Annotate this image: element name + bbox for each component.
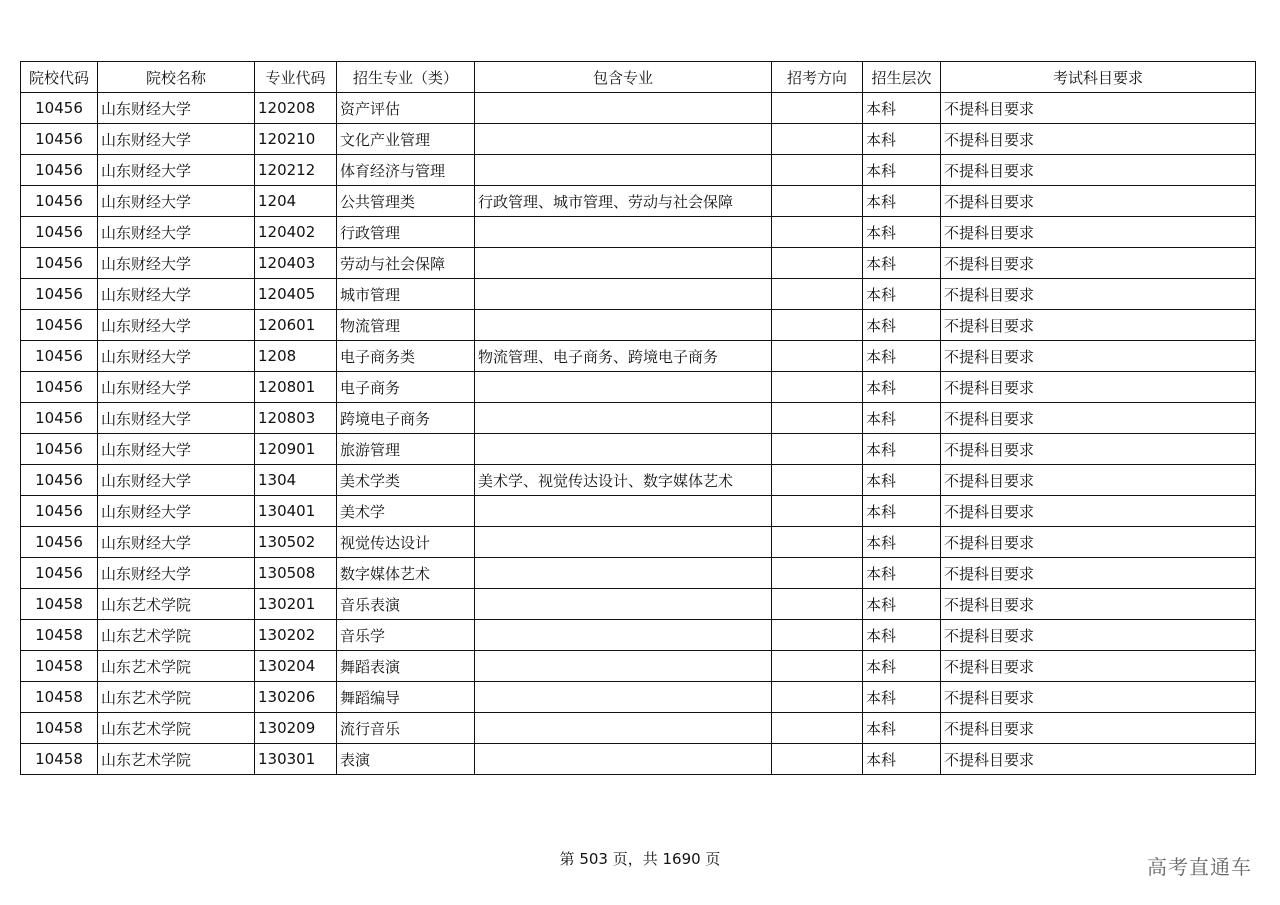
header-major-code: 专业代码 <box>255 62 337 93</box>
cell-subject-requirement: 不提科目要求 <box>941 682 1256 713</box>
cell-level: 本科 <box>863 186 941 217</box>
cell-major: 电子商务类 <box>337 341 475 372</box>
cell-school-code: 10456 <box>21 465 98 496</box>
header-included-majors: 包含专业 <box>475 62 772 93</box>
table-row <box>21 248 1256 279</box>
cell-level: 本科 <box>863 682 941 713</box>
cell-subject-requirement: 不提科目要求 <box>941 744 1256 775</box>
cell-major-code: 130201 <box>255 589 337 620</box>
cell-level: 本科 <box>863 713 941 744</box>
cell-subject-requirement: 不提科目要求 <box>941 341 1256 372</box>
page-number: 第 503 页，共 1690 页 <box>559 850 721 868</box>
cell-level: 本科 <box>863 372 941 403</box>
cell-school-code: 10456 <box>21 93 98 124</box>
cell-included-majors <box>475 155 772 186</box>
cell-major-code: 1304 <box>255 465 337 496</box>
cell-level: 本科 <box>863 744 941 775</box>
header-school-name: 院校名称 <box>98 62 255 93</box>
cell-level: 本科 <box>863 217 941 248</box>
cell-school-code: 10456 <box>21 341 98 372</box>
cell-school-name: 山东艺术学院 <box>98 589 255 620</box>
table-row <box>21 465 1256 496</box>
watermark: 高考直通车 <box>1147 855 1252 879</box>
table-row <box>21 341 1256 372</box>
cell-major: 旅游管理 <box>337 434 475 465</box>
cell-included-majors <box>475 434 772 465</box>
cell-direction <box>772 403 863 434</box>
header-major: 招生专业（类） <box>337 62 475 93</box>
cell-school-name: 山东财经大学 <box>98 527 255 558</box>
cell-school-code: 10456 <box>21 155 98 186</box>
cell-school-code: 10458 <box>21 682 98 713</box>
cell-subject-requirement: 不提科目要求 <box>941 558 1256 589</box>
cell-school-code: 10456 <box>21 217 98 248</box>
cell-school-name: 山东财经大学 <box>98 124 255 155</box>
table-row <box>21 651 1256 682</box>
table-row <box>21 186 1256 217</box>
cell-included-majors: 美术学、视觉传达设计、数字媒体艺术 <box>475 465 772 496</box>
cell-school-name: 山东财经大学 <box>98 403 255 434</box>
cell-level: 本科 <box>863 620 941 651</box>
table-row <box>21 372 1256 403</box>
cell-included-majors <box>475 682 772 713</box>
cell-school-code: 10456 <box>21 527 98 558</box>
table-row <box>21 496 1256 527</box>
cell-school-name: 山东财经大学 <box>98 93 255 124</box>
cell-school-name: 山东艺术学院 <box>98 651 255 682</box>
cell-major: 美术学类 <box>337 465 475 496</box>
cell-direction <box>772 558 863 589</box>
cell-included-majors <box>475 496 772 527</box>
cell-major-code: 120901 <box>255 434 337 465</box>
table-row <box>21 93 1256 124</box>
cell-major: 音乐学 <box>337 620 475 651</box>
table-row <box>21 744 1256 775</box>
cell-school-code: 10456 <box>21 186 98 217</box>
cell-school-code: 10456 <box>21 496 98 527</box>
cell-school-code: 10458 <box>21 744 98 775</box>
table-row <box>21 124 1256 155</box>
cell-major-code: 120403 <box>255 248 337 279</box>
cell-included-majors <box>475 248 772 279</box>
cell-included-majors <box>475 217 772 248</box>
cell-school-name: 山东财经大学 <box>98 341 255 372</box>
cell-school-code: 10456 <box>21 403 98 434</box>
cell-direction <box>772 434 863 465</box>
cell-subject-requirement: 不提科目要求 <box>941 310 1256 341</box>
cell-direction <box>772 217 863 248</box>
cell-major: 劳动与社会保障 <box>337 248 475 279</box>
cell-level: 本科 <box>863 403 941 434</box>
table-row <box>21 403 1256 434</box>
cell-school-code: 10456 <box>21 248 98 279</box>
table-row <box>21 713 1256 744</box>
cell-direction <box>772 186 863 217</box>
cell-major: 舞蹈编导 <box>337 682 475 713</box>
admission-table <box>20 61 1256 775</box>
cell-included-majors: 物流管理、电子商务、跨境电子商务 <box>475 341 772 372</box>
cell-direction <box>772 341 863 372</box>
cell-school-code: 10458 <box>21 651 98 682</box>
cell-major: 美术学 <box>337 496 475 527</box>
cell-direction <box>772 155 863 186</box>
cell-level: 本科 <box>863 124 941 155</box>
cell-major: 表演 <box>337 744 475 775</box>
cell-school-name: 山东财经大学 <box>98 155 255 186</box>
cell-direction <box>772 682 863 713</box>
cell-direction <box>772 372 863 403</box>
cell-major-code: 120208 <box>255 93 337 124</box>
cell-subject-requirement: 不提科目要求 <box>941 186 1256 217</box>
cell-subject-requirement: 不提科目要求 <box>941 279 1256 310</box>
cell-school-code: 10456 <box>21 310 98 341</box>
cell-included-majors <box>475 279 772 310</box>
cell-direction <box>772 713 863 744</box>
cell-school-code: 10456 <box>21 279 98 310</box>
cell-major: 行政管理 <box>337 217 475 248</box>
cell-school-name: 山东财经大学 <box>98 558 255 589</box>
cell-direction <box>772 620 863 651</box>
cell-major: 文化产业管理 <box>337 124 475 155</box>
header-level: 招生层次 <box>863 62 941 93</box>
cell-subject-requirement: 不提科目要求 <box>941 496 1256 527</box>
table-row <box>21 155 1256 186</box>
cell-included-majors <box>475 527 772 558</box>
cell-school-name: 山东财经大学 <box>98 465 255 496</box>
cell-school-name: 山东财经大学 <box>98 434 255 465</box>
cell-major-code: 120212 <box>255 155 337 186</box>
cell-major-code: 130301 <box>255 744 337 775</box>
cell-included-majors <box>475 310 772 341</box>
cell-school-name: 山东财经大学 <box>98 248 255 279</box>
cell-school-code: 10458 <box>21 589 98 620</box>
table-row <box>21 527 1256 558</box>
cell-level: 本科 <box>863 155 941 186</box>
cell-subject-requirement: 不提科目要求 <box>941 620 1256 651</box>
cell-subject-requirement: 不提科目要求 <box>941 372 1256 403</box>
cell-included-majors <box>475 124 772 155</box>
cell-major: 城市管理 <box>337 279 475 310</box>
cell-included-majors <box>475 713 772 744</box>
cell-level: 本科 <box>863 651 941 682</box>
cell-major-code: 120210 <box>255 124 337 155</box>
cell-direction <box>772 93 863 124</box>
cell-subject-requirement: 不提科目要求 <box>941 155 1256 186</box>
cell-included-majors <box>475 403 772 434</box>
cell-school-name: 山东财经大学 <box>98 496 255 527</box>
cell-direction <box>772 527 863 558</box>
cell-direction <box>772 310 863 341</box>
cell-school-name: 山东财经大学 <box>98 186 255 217</box>
cell-major-code: 120402 <box>255 217 337 248</box>
cell-major: 资产评估 <box>337 93 475 124</box>
cell-major: 音乐表演 <box>337 589 475 620</box>
cell-subject-requirement: 不提科目要求 <box>941 465 1256 496</box>
cell-direction <box>772 589 863 620</box>
cell-major-code: 130206 <box>255 682 337 713</box>
cell-school-code: 10458 <box>21 620 98 651</box>
cell-school-name: 山东艺术学院 <box>98 682 255 713</box>
cell-major-code: 130401 <box>255 496 337 527</box>
cell-level: 本科 <box>863 589 941 620</box>
cell-subject-requirement: 不提科目要求 <box>941 124 1256 155</box>
cell-included-majors <box>475 558 772 589</box>
header-direction: 招考方向 <box>772 62 863 93</box>
cell-school-name: 山东艺术学院 <box>98 744 255 775</box>
cell-direction <box>772 124 863 155</box>
cell-school-code: 10456 <box>21 434 98 465</box>
cell-level: 本科 <box>863 248 941 279</box>
cell-direction <box>772 465 863 496</box>
cell-major: 公共管理类 <box>337 186 475 217</box>
cell-subject-requirement: 不提科目要求 <box>941 651 1256 682</box>
cell-included-majors <box>475 93 772 124</box>
cell-school-code: 10456 <box>21 372 98 403</box>
cell-school-name: 山东财经大学 <box>98 279 255 310</box>
cell-major: 视觉传达设计 <box>337 527 475 558</box>
table-row <box>21 310 1256 341</box>
cell-school-name: 山东财经大学 <box>98 217 255 248</box>
cell-direction <box>772 279 863 310</box>
cell-included-majors <box>475 744 772 775</box>
cell-major: 舞蹈表演 <box>337 651 475 682</box>
cell-major-code: 130209 <box>255 713 337 744</box>
cell-major-code: 130508 <box>255 558 337 589</box>
cell-subject-requirement: 不提科目要求 <box>941 93 1256 124</box>
cell-major: 体育经济与管理 <box>337 155 475 186</box>
cell-major-code: 1208 <box>255 341 337 372</box>
cell-subject-requirement: 不提科目要求 <box>941 434 1256 465</box>
cell-major-code: 120601 <box>255 310 337 341</box>
cell-major-code: 130202 <box>255 620 337 651</box>
cell-included-majors <box>475 372 772 403</box>
table-row <box>21 589 1256 620</box>
cell-level: 本科 <box>863 527 941 558</box>
cell-direction <box>772 248 863 279</box>
cell-major-code: 130502 <box>255 527 337 558</box>
cell-major: 电子商务 <box>337 372 475 403</box>
cell-subject-requirement: 不提科目要求 <box>941 248 1256 279</box>
cell-subject-requirement: 不提科目要求 <box>941 217 1256 248</box>
cell-major-code: 120405 <box>255 279 337 310</box>
cell-subject-requirement: 不提科目要求 <box>941 589 1256 620</box>
table-header-row <box>21 62 1256 93</box>
table-row <box>21 434 1256 465</box>
cell-level: 本科 <box>863 496 941 527</box>
cell-direction <box>772 744 863 775</box>
cell-level: 本科 <box>863 93 941 124</box>
cell-included-majors: 行政管理、城市管理、劳动与社会保障 <box>475 186 772 217</box>
cell-school-name: 山东艺术学院 <box>98 620 255 651</box>
cell-school-code: 10458 <box>21 713 98 744</box>
cell-level: 本科 <box>863 465 941 496</box>
cell-included-majors <box>475 620 772 651</box>
cell-school-name: 山东财经大学 <box>98 310 255 341</box>
cell-major-code: 120801 <box>255 372 337 403</box>
cell-level: 本科 <box>863 434 941 465</box>
table-row <box>21 620 1256 651</box>
cell-school-code: 10456 <box>21 124 98 155</box>
table-row <box>21 682 1256 713</box>
cell-level: 本科 <box>863 558 941 589</box>
cell-subject-requirement: 不提科目要求 <box>941 403 1256 434</box>
cell-school-code: 10456 <box>21 558 98 589</box>
cell-subject-requirement: 不提科目要求 <box>941 527 1256 558</box>
table-row <box>21 217 1256 248</box>
cell-major-code: 1204 <box>255 186 337 217</box>
cell-included-majors <box>475 651 772 682</box>
cell-major: 数字媒体艺术 <box>337 558 475 589</box>
cell-major: 流行音乐 <box>337 713 475 744</box>
cell-direction <box>772 651 863 682</box>
header-subject-requirement: 考试科目要求 <box>941 62 1256 93</box>
table-row <box>21 558 1256 589</box>
cell-direction <box>772 496 863 527</box>
cell-level: 本科 <box>863 279 941 310</box>
cell-major: 物流管理 <box>337 310 475 341</box>
cell-major-code: 120803 <box>255 403 337 434</box>
cell-included-majors <box>475 589 772 620</box>
cell-major: 跨境电子商务 <box>337 403 475 434</box>
cell-major-code: 130204 <box>255 651 337 682</box>
cell-school-name: 山东财经大学 <box>98 372 255 403</box>
table-body <box>21 93 1256 775</box>
header-school-code: 院校代码 <box>21 62 98 93</box>
cell-level: 本科 <box>863 341 941 372</box>
cell-subject-requirement: 不提科目要求 <box>941 713 1256 744</box>
cell-level: 本科 <box>863 310 941 341</box>
table-row <box>21 279 1256 310</box>
cell-school-name: 山东艺术学院 <box>98 713 255 744</box>
